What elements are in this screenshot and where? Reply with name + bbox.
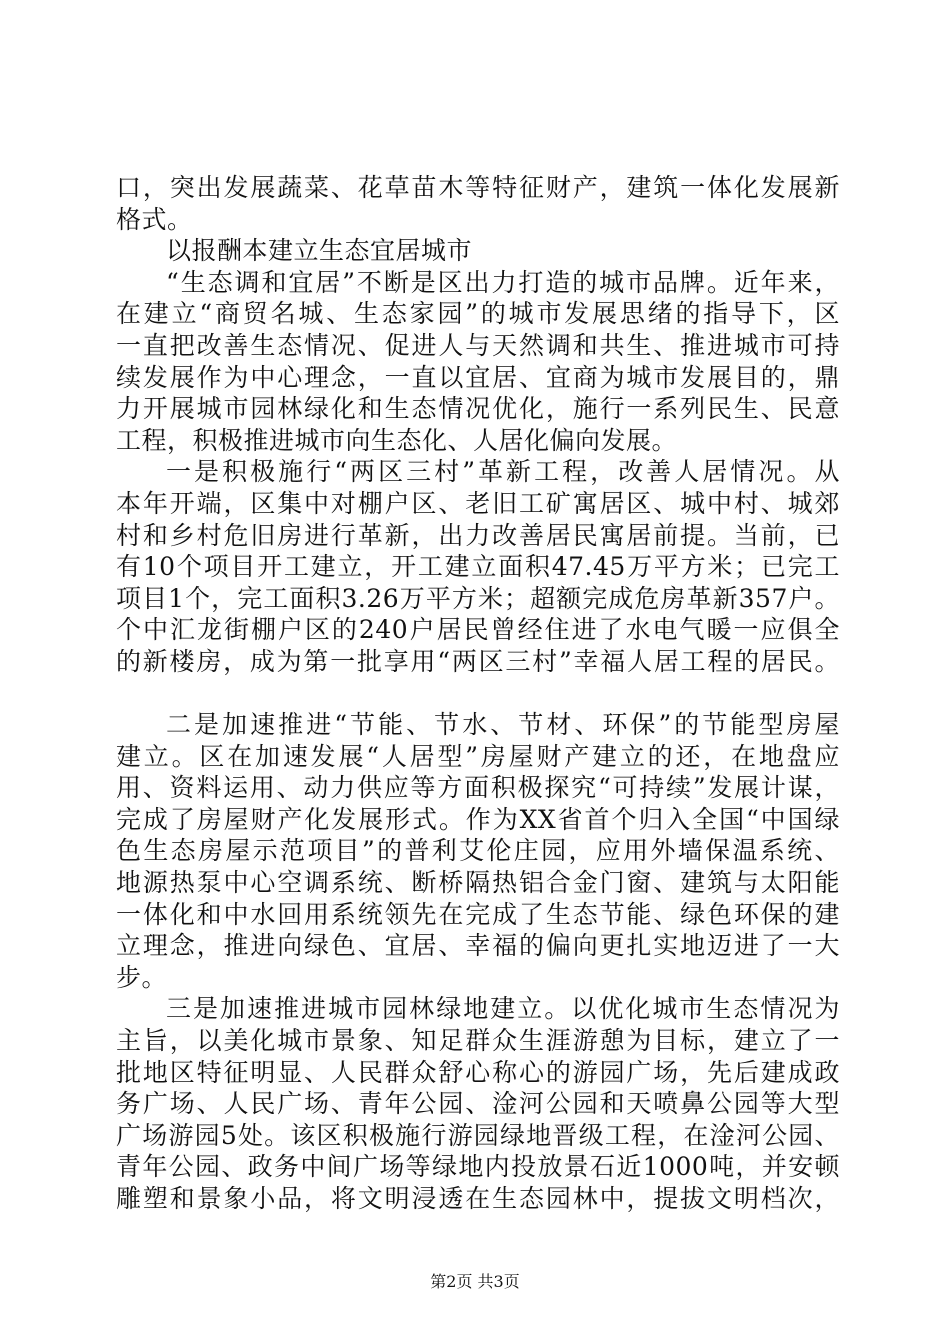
text-line: 的新楼房，成为第一批享用“两区三村”幸福人居工程的居民。 <box>116 646 840 676</box>
text-line: 村和乡村危旧房进行革新，出力改善居民寓居前提。当前，已 <box>116 520 840 550</box>
page-number: 第2页 共3页 <box>430 1272 520 1291</box>
text-line: 一是积极施行“两区三村”革新工程，改善人居情况。从 <box>166 457 840 487</box>
text-line: 工程，积极推进城市向生态化、人居化偏向发展。 <box>116 425 678 455</box>
text-line: 有10个项目开工建立，开工建立面积47.45万平方米；已完工 <box>116 552 840 582</box>
text-line: 三是加速推进城市园林绿地建立。以优化城市生态情况为 <box>166 994 840 1024</box>
text-line: 一直把改善生态情况、促进人与天然调和共生、推进城市可持 <box>116 330 840 360</box>
blank-line <box>116 678 840 710</box>
text-line: 务广场、人民广场、青年公园、淦河公园和天喷鼻公园等大型 <box>116 1089 840 1119</box>
text-line: 格式。 <box>116 204 193 234</box>
text-line: 广场游园5处。该区积极施行游园绿地晋级工程，在淦河公园、 <box>116 1120 840 1150</box>
text-line: 完成了房屋财产化发展形式。作为XX省首个归入全国“中国绿 <box>116 804 840 834</box>
text-line: 口，突出发展蔬菜、花草苗木等特征财产，建筑一体化发展新 <box>116 173 840 202</box>
text-line: “生态调和宜居”不断是区出力打造的城市品牌。近年来， <box>166 267 840 297</box>
page-footer <box>0 1272 950 1292</box>
text-line: 以报酬本建立生态宜居城市 <box>166 236 473 266</box>
text-line: 在建立“商贸名城、生态家园”的城市发展思绪的指导下，区 <box>116 299 840 329</box>
text-line: 项目1个，完工面积3.26万平方米；超额完成危房革新357户。 <box>116 583 840 613</box>
text-line: 色生态房屋示范项目”的普利艾伦庄园，应用外墙保温系统、 <box>116 836 840 866</box>
text-line: 用、资料运用、动力供应等方面积极探究“可持续”发展计谋， <box>116 773 840 803</box>
text-line: 一体化和中水回用系统领先在完成了生态节能、绿色环保的建 <box>116 899 840 929</box>
text-line: 步。 <box>116 962 168 992</box>
text-line: 建立。区在加速发展“人居型”房屋财产建立的还，在地盘应 <box>116 741 840 771</box>
document-body <box>116 172 840 1215</box>
text-line: 二是加速推进“节能、节水、节材、环保”的节能型房屋 <box>166 710 840 740</box>
text-line: 本年开端，区集中对棚户区、老旧工矿寓居区、城中村、城郊 <box>116 488 840 518</box>
text-line: 青年公园、政务中间广场等绿地内投放景石近1000吨，并安顿 <box>116 1152 840 1182</box>
text-line: 个中汇龙街棚户区的240户居民曾经住进了水电气暖一应俱全 <box>116 615 840 645</box>
text-line: 雕塑和景象小品，将文明浸透在生态园林中，提拔文明档次， <box>116 1184 840 1213</box>
text-line: 批地区特征明显、人民群众舒心称心的游园广场，先后建成政 <box>116 1057 840 1087</box>
text-line: 力开展城市园林绿化和生态情况优化，施行一系列民生、民意 <box>116 394 840 424</box>
text-line: 立理念，推进向绿色、宜居、幸福的偏向更扎实地迈进了一大 <box>116 931 840 961</box>
text-line: 主旨，以美化城市景象、知足群众生涯游憩为目标，建立了一 <box>116 1026 840 1056</box>
text-line: 地源热泵中心空调系统、断桥隔热铝合金门窗、建筑与太阳能 <box>116 868 840 898</box>
text-line: 续发展作为中心理念，一直以宜居、宜商为城市发展目的，鼎 <box>116 362 840 392</box>
